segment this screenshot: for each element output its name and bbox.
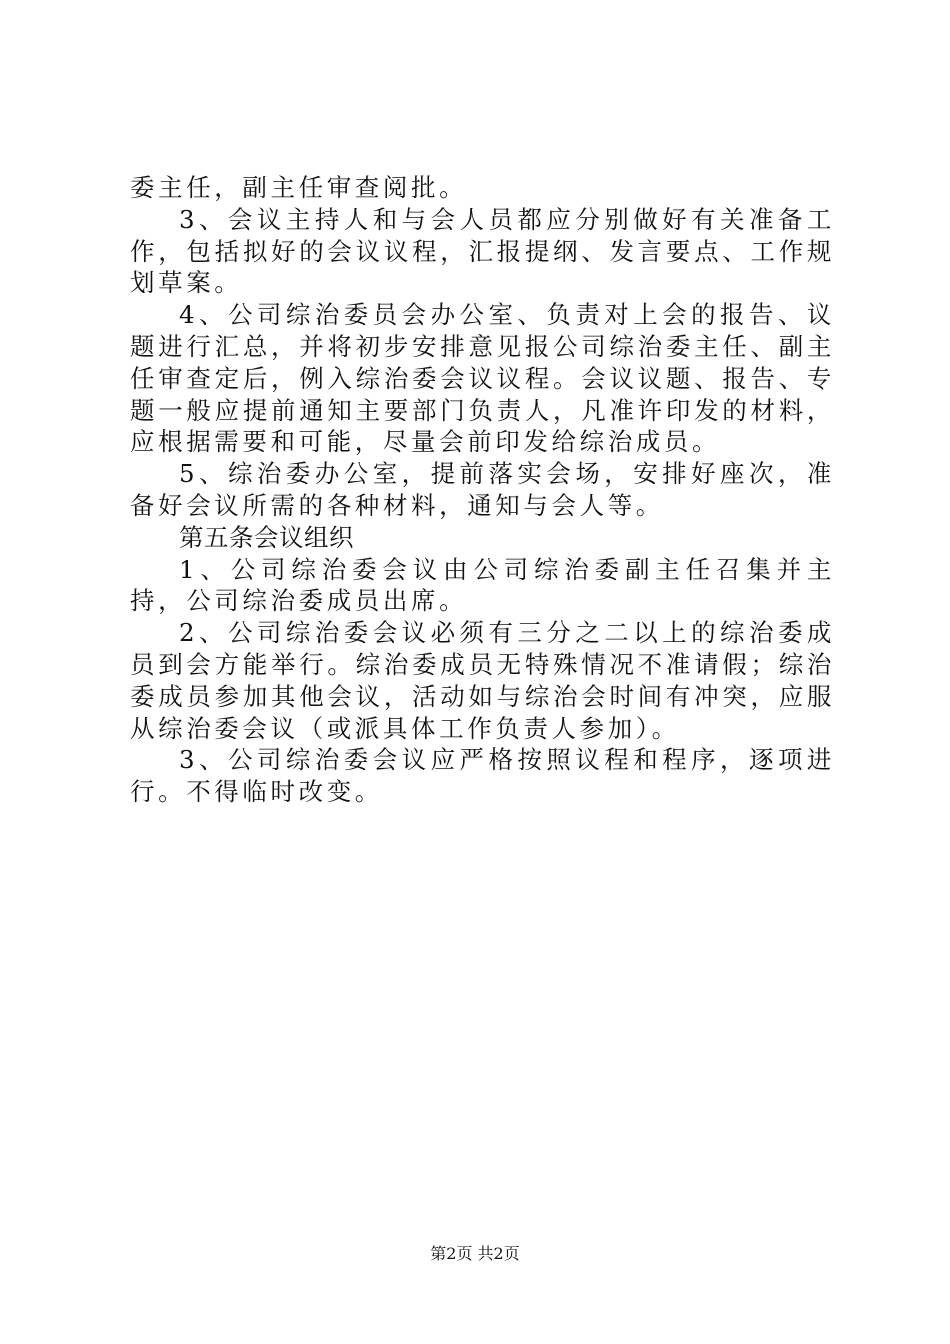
document-body [130, 172, 835, 808]
paragraph-item-4: 4、公司综治委员会办公室、负责对上会的报告、议题进行汇总，并将初步安排意见报公司综治委主任、副主任审查定后，例入综治委会议议程。会议议题、报告、专题一般应提前通知主要部门负责人，凡准许印发的材料，应根据需要和可能，尽量会前印发给综治成员。 [130, 300, 835, 457]
paragraph-item-3: 3、会议主持人和与会人员都应分别做好有关准备工作，包括拟好的会议议程，汇报提纲、发言要点、工作规划草案。 [130, 204, 835, 298]
section-heading: 第五条会议组织 [179, 522, 354, 552]
section-paragraph-3: 3、公司综治委会议应严格按照议程和程序，逐项进行。不得临时改变。 [130, 745, 835, 807]
section-paragraph-1: 1、公司综治委会议由公司综治委副主任召集并主持，公司综治委成员出席。 [130, 554, 835, 616]
section-paragraph-2: 2、公司综治委会议必须有三分之二以上的综治委成员到会方能举行。综治委成员无特殊情况不准请假；综治委成员参加其他会议，活动如与综治会时间有冲突，应服从综治委会议（或派具体工作负责人参加）。 [130, 618, 835, 743]
page-footer [0, 1244, 950, 1264]
paragraph-item-5: 5、综治委办公室，提前落实会场，安排好座次，准备好会议所需的各种材料，通知与会人等。 [130, 459, 835, 520]
paragraph-continuation: 委主任，副主任审查阅批。 [130, 173, 468, 202]
page-number-label: 第2页 共2页 [430, 1244, 520, 1263]
